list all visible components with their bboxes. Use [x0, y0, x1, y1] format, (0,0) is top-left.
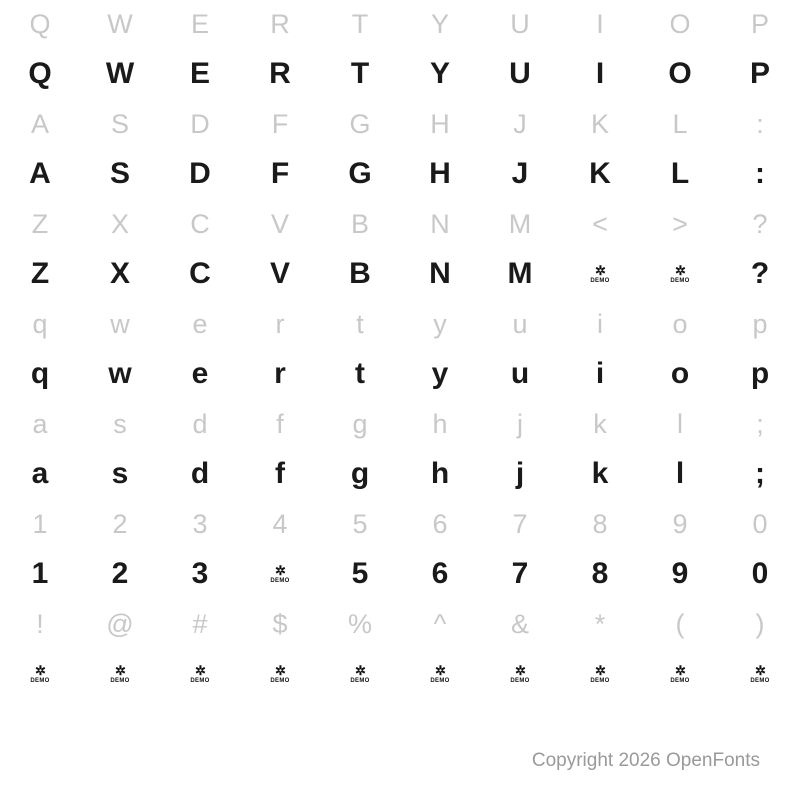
demo-leaf-icon: ✲ — [35, 663, 45, 678]
demo-leaf-icon: ✲ — [515, 663, 525, 678]
glyph-sample: g — [350, 457, 370, 490]
glyph-sample: w — [108, 357, 132, 390]
demo-watermark-label: DEMO — [270, 578, 290, 584]
glyph-sample — [720, 648, 800, 700]
glyph-sample: 6 — [431, 557, 449, 590]
keycap-label: U — [510, 8, 530, 39]
glyph-sample — [320, 648, 400, 700]
glyph-sample: L — [670, 157, 690, 190]
demo-watermark-icon — [110, 664, 129, 684]
demo-leaf-icon: ✲ — [595, 663, 605, 678]
demo-watermark-icon — [270, 564, 289, 584]
keycap-label: X — [110, 208, 129, 239]
keycap-label: % — [347, 608, 372, 639]
demo-watermark-label: DEMO — [350, 678, 370, 684]
demo-leaf-icon: ✲ — [675, 663, 685, 678]
keycap-label: @ — [106, 608, 134, 639]
demo-watermark-label: DEMO — [190, 678, 210, 684]
glyph-sample: N — [429, 257, 451, 290]
glyph-sample: 1 — [31, 557, 49, 590]
keycap-label: I — [596, 8, 604, 39]
glyph-sample: o — [670, 357, 690, 390]
glyph-sample: s — [111, 457, 129, 490]
glyph-sample: H — [429, 157, 451, 190]
demo-watermark-icon — [190, 664, 209, 684]
demo-leaf-icon: ✲ — [355, 663, 365, 678]
keycap-label: ) — [755, 608, 765, 639]
demo-watermark-label: DEMO — [670, 278, 690, 284]
demo-watermark-label: DEMO — [750, 678, 770, 684]
keycap-label: ! — [36, 608, 44, 639]
glyph-sample — [640, 248, 720, 300]
demo-watermark-label: DEMO — [510, 678, 530, 684]
demo-leaf-icon: ✲ — [195, 663, 205, 678]
keycap-label: A — [30, 108, 49, 139]
glyph-sample: I — [595, 57, 605, 90]
keycap-label: 9 — [672, 508, 688, 539]
glyph-sample: : — [755, 157, 765, 190]
demo-watermark-label: DEMO — [590, 278, 610, 284]
glyph-sample: 3 — [191, 557, 209, 590]
glyph-row — [0, 648, 800, 700]
glyph-sample: ? — [750, 257, 770, 290]
keycap-label: V — [270, 208, 289, 239]
glyph-sample: k — [591, 457, 609, 490]
glyph-sample: Z — [30, 257, 50, 290]
glyph-sample — [240, 648, 320, 700]
glyph-sample: y — [431, 357, 449, 390]
glyph-sample — [160, 648, 240, 700]
keycap-label: h — [432, 408, 448, 439]
keycap-row — [0, 0, 800, 48]
keycap-label: f — [276, 408, 284, 439]
demo-leaf-icon: ✲ — [595, 263, 605, 278]
glyph-sample: u — [510, 357, 530, 390]
glyph-sample — [240, 548, 320, 600]
keycap-label: D — [190, 108, 210, 139]
keycap-label: Z — [31, 208, 49, 239]
keycap-label: o — [672, 308, 688, 339]
glyph-sample: ; — [755, 457, 765, 490]
glyph-sample: 0 — [751, 557, 769, 590]
glyph-sample: e — [191, 357, 209, 390]
demo-leaf-icon: ✲ — [275, 663, 285, 678]
copyright-notice: Copyright 2026 OpenFonts — [531, 750, 760, 771]
glyph-sample: D — [189, 157, 211, 190]
keycap-label: 7 — [512, 508, 528, 539]
keycap-label: 4 — [272, 508, 288, 539]
glyph-row — [0, 48, 800, 100]
glyph-sample: r — [274, 357, 286, 390]
keycap-label: i — [597, 308, 603, 339]
glyph-sample: U — [509, 57, 531, 90]
demo-watermark-label: DEMO — [590, 678, 610, 684]
keycap-label: N — [430, 208, 450, 239]
glyph-sample: 9 — [671, 557, 689, 590]
keycap-label: L — [672, 108, 688, 139]
keycap-label: & — [510, 608, 529, 639]
glyph-sample: 7 — [511, 557, 529, 590]
demo-watermark-label: DEMO — [430, 678, 450, 684]
keycap-label: j — [517, 408, 523, 439]
keycap-label: B — [350, 208, 369, 239]
glyph-sample: S — [109, 157, 130, 190]
keycap-label: < — [592, 208, 608, 239]
demo-leaf-icon: ✲ — [115, 663, 125, 678]
keycap-label: O — [669, 8, 691, 39]
glyph-row — [0, 148, 800, 200]
demo-watermark-icon — [510, 664, 529, 684]
keycap-label: R — [270, 8, 290, 39]
keycap-label: 8 — [592, 508, 608, 539]
demo-watermark-icon — [670, 264, 689, 284]
keycap-label: * — [594, 608, 606, 639]
glyph-sample: 2 — [111, 557, 129, 590]
glyph-sample — [400, 648, 480, 700]
demo-leaf-icon: ✲ — [755, 663, 765, 678]
keycap-row — [0, 200, 800, 248]
keycap-row — [0, 500, 800, 548]
demo-watermark-icon — [270, 664, 289, 684]
demo-leaf-icon: ✲ — [675, 263, 685, 278]
glyph-sample: f — [275, 457, 285, 490]
keycap-label: l — [677, 408, 683, 439]
glyph-sample: a — [31, 457, 49, 490]
keycap-label: H — [430, 108, 450, 139]
glyph-sample: C — [189, 257, 211, 290]
glyph-sample: M — [507, 257, 533, 290]
demo-watermark-icon — [750, 664, 769, 684]
glyph-sample: p — [750, 357, 770, 390]
glyph-sample: F — [270, 157, 290, 190]
demo-watermark-icon — [430, 664, 449, 684]
glyph-sample — [80, 648, 160, 700]
glyph-sample: R — [269, 57, 291, 90]
demo-watermark-label: DEMO — [110, 678, 130, 684]
demo-watermark-icon — [350, 664, 369, 684]
glyph-sample: d — [190, 457, 210, 490]
keycap-label: q — [32, 308, 48, 339]
keycap-row — [0, 300, 800, 348]
demo-watermark-icon — [590, 264, 609, 284]
glyph-sample: V — [269, 257, 290, 290]
keycap-label: # — [192, 608, 208, 639]
keycap-label: r — [275, 308, 285, 339]
keycap-label: 2 — [112, 508, 128, 539]
keycap-label: y — [433, 308, 447, 339]
keycap-label: Q — [29, 8, 51, 39]
demo-leaf-icon: ✲ — [275, 563, 285, 578]
demo-watermark-icon — [670, 664, 689, 684]
glyph-sample — [640, 648, 720, 700]
keycap-row — [0, 600, 800, 648]
glyph-sample: l — [675, 457, 685, 490]
glyph-sample — [560, 248, 640, 300]
glyph-sample: T — [350, 57, 370, 90]
keycap-label: 6 — [432, 508, 448, 539]
keycap-label: k — [593, 408, 607, 439]
demo-watermark-label: DEMO — [270, 678, 290, 684]
glyph-sample: t — [355, 357, 365, 390]
glyph-sample: G — [348, 157, 372, 190]
glyph-sample: 5 — [351, 557, 369, 590]
glyph-sample: O — [668, 57, 692, 90]
keycap-row — [0, 100, 800, 148]
keycap-label: w — [110, 308, 130, 339]
keycap-label: S — [110, 108, 129, 139]
glyph-sample — [0, 648, 80, 700]
glyph-sample: h — [430, 457, 450, 490]
glyph-sample — [480, 648, 560, 700]
keycap-label: T — [351, 8, 369, 39]
keycap-label: C — [190, 208, 210, 239]
keycap-label: E — [190, 8, 209, 39]
keycap-label: F — [271, 108, 289, 139]
demo-watermark-icon — [30, 664, 49, 684]
keycap-label: ( — [675, 608, 685, 639]
keycap-label: g — [352, 408, 368, 439]
keycap-label: M — [508, 208, 532, 239]
glyph-sample: j — [515, 457, 525, 490]
keycap-label: s — [113, 408, 127, 439]
keycap-label: G — [349, 108, 371, 139]
glyph-sample: A — [29, 157, 51, 190]
keycap-label: Y — [430, 8, 449, 39]
glyph-sample: P — [749, 57, 770, 90]
keycap-label: P — [750, 8, 769, 39]
demo-watermark-label: DEMO — [30, 678, 50, 684]
keycap-label: : — [756, 108, 764, 139]
glyph-sample: Y — [429, 57, 450, 90]
glyph-row — [0, 348, 800, 400]
glyph-sample — [560, 648, 640, 700]
glyph-sample: q — [30, 357, 50, 390]
glyph-row — [0, 248, 800, 300]
glyph-sample: E — [189, 57, 210, 90]
keycap-label: ; — [756, 408, 764, 439]
keycap-label: ? — [752, 208, 768, 239]
keycap-label: e — [192, 308, 208, 339]
keycap-label: $ — [272, 608, 288, 639]
glyph-sample: K — [589, 157, 611, 190]
glyph-sample: X — [109, 257, 130, 290]
keycap-label: K — [590, 108, 609, 139]
keycap-label: 3 — [192, 508, 208, 539]
demo-leaf-icon: ✲ — [435, 663, 445, 678]
keycap-label: W — [107, 8, 133, 39]
demo-watermark-icon — [590, 664, 609, 684]
keycap-label: p — [752, 308, 768, 339]
keycap-label: d — [192, 408, 208, 439]
keycap-label: u — [512, 308, 528, 339]
glyph-sample: W — [105, 57, 135, 90]
demo-watermark-label: DEMO — [670, 678, 690, 684]
keycap-label: 5 — [352, 508, 368, 539]
glyph-sample: J — [511, 157, 529, 190]
glyph-sample: 8 — [591, 557, 609, 590]
glyph-row — [0, 448, 800, 500]
keycap-label: > — [672, 208, 688, 239]
keycap-label: ^ — [433, 608, 447, 639]
glyph-sample: i — [595, 357, 605, 390]
keycap-label: 0 — [752, 508, 768, 539]
keycap-label: a — [32, 408, 48, 439]
glyph-sample: Q — [28, 57, 52, 90]
keycap-label: J — [513, 108, 527, 139]
keycap-label: t — [356, 308, 364, 339]
keycap-row — [0, 400, 800, 448]
glyph-row — [0, 548, 800, 600]
glyph-sample: B — [349, 257, 371, 290]
keycap-label: 1 — [32, 508, 48, 539]
